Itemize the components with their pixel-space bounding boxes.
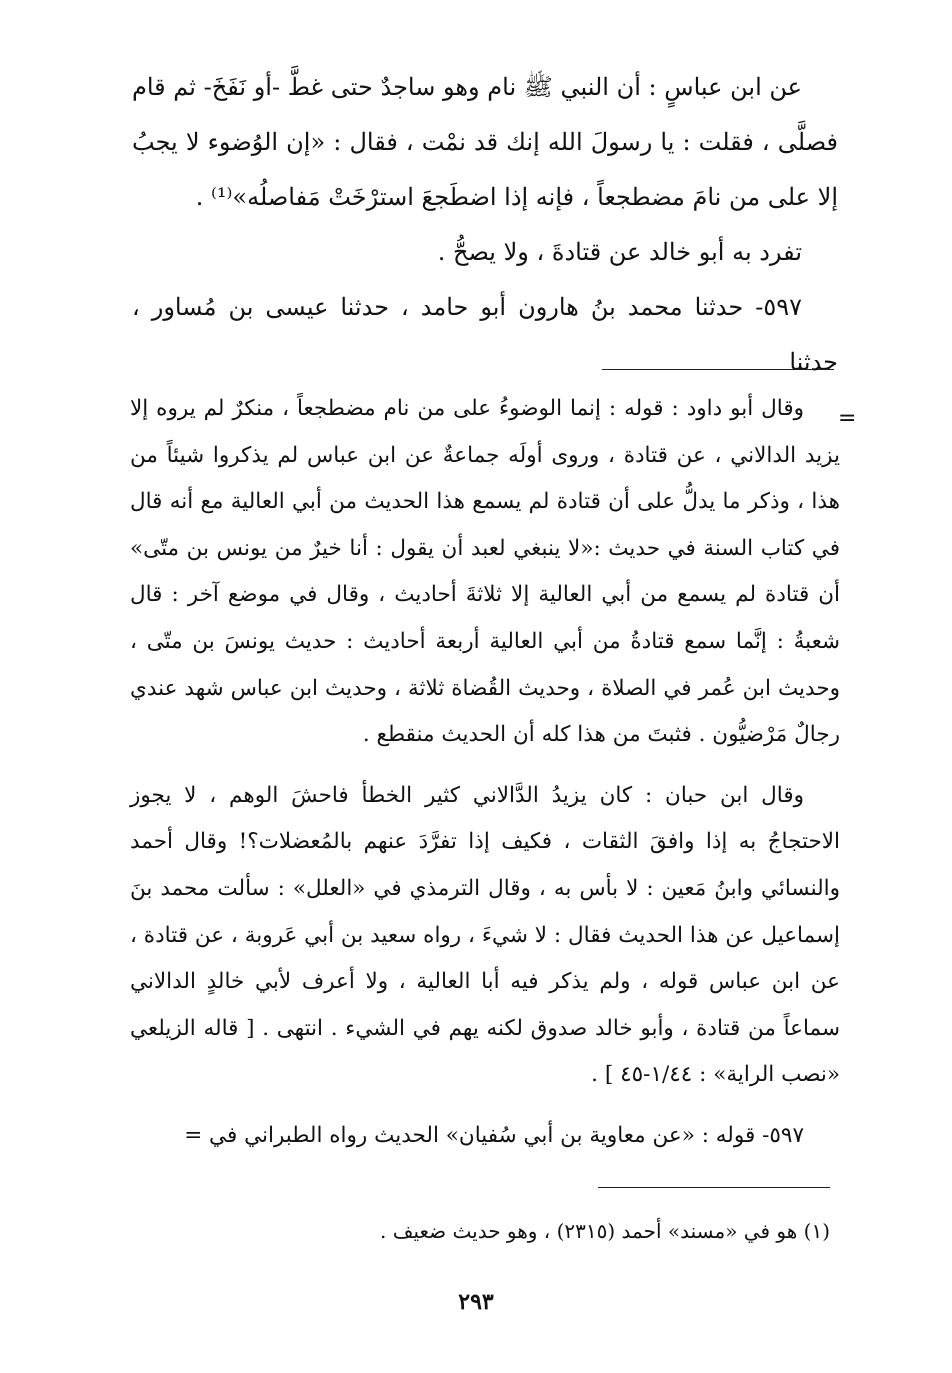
note-597: ٥٩٧- قوله : «عن معاوية بن أبي سُفيان» الحديث رواه الطبراني في = [184, 1122, 804, 1148]
footnote: (١) هو في «مسند» أحمد (٢٣١٥) ، وهو حديث ضعيف . [380, 1219, 830, 1243]
continuation-mark-top: = [838, 406, 857, 431]
notes-divider [602, 369, 834, 370]
note-abu-dawud: وقال أبو داود : قوله : إنما الوضوءُ على من نام مضطجعاً ، منكرٌ لم يروه إلا يزيد الدالاني ، عن قتادة ، وروى أولَه جماعةٌ عن ابن عباس لم يذكروا شيئاً من هذا ، وذكر ما يدلُّ على أن قتادة لم يسمع هذا الحديث من أبي العالية مع أنه قال في كتاب السنة في حديث :«لا ينبغي لعبد أن يقول : أنا خيرٌ من يونس بن متّى» أن قتادة لم يسمع من أبي العالية إلا ثلاثةَ أحاديث ، وقال في موضع آخر : قال شعبةُ : إنَّما سمع قتادةُ من أبي العالية أربعة أحاديث : حديث يونسَ بن متّى ، وحديث ابن عُمر في الصلاة ، وحديث القُضاة ثلاثة ، وحديث ابن عباس شهد عندي رجالٌ مَرْضيُّون . فثبتَ من هذا كله أن الحديث منقطع . [130, 396, 840, 748]
footnote-divider [598, 1187, 830, 1188]
note-ibn-hibban: وقال ابن حبان : كان يزيدُ الدَّالاني كثير الخطأ فاحشَ الوهم ، لا يجوز الاحتجاجُ به إذا وافقَ الثقات ، فكيف إذا تفرَّدَ عنهم بالمُعضلات؟! وقال أحمد والنسائي وابنُ مَعين : لا بأس به ، وقال الترمذي في «العلل» : سألت محمد بنَ إسماعيل عن هذا الحديث فقال : لا شيءَ ، رواه سعيد بن أبي عَروبة ، عن قتادة ، عن ابن عباس قوله ، ولم يذكر فيه أبا العالية ، ولا أعرف لأبي خالدٍ الدالاني سماعاً من قتادة ، وأبو خالد صدوق لكنه يهم في الشيء . انتهى . [ قاله الزيلعي «نصب الراية» : ١/٤٤-٤٥ ] . [130, 782, 840, 1088]
page-number: ٢٩٣ [458, 1289, 494, 1315]
notes-section [130, 386, 840, 1160]
hadith-paragraph: عن ابن عباسٍ : أن النبي ﷺ نام وهو ساجدٌ حتى غطَّ -أو نَفَخَ- ثم قام فصلَّى ، فقلت : يا رسولَ الله إنك قد نمْت ، فقال : «إن الوُضوء لا يجبُ إلا على من نامَ مضطجعاً ، فإنه إذا اضطَجعَ استرْخَتْ مَفاصلُه»⁽¹⁾ . [132, 73, 838, 211]
main-text [132, 60, 838, 390]
hadith-597-start: ٥٩٧- حدثنا محمد بنُ هارون أبو حامد ، حدثنا عيسى بن مُساور ، حدثنا [132, 293, 838, 376]
commentary-line: تفرد به أبو خالد عن قتادةَ ، ولا يصحُّ . [437, 238, 802, 266]
